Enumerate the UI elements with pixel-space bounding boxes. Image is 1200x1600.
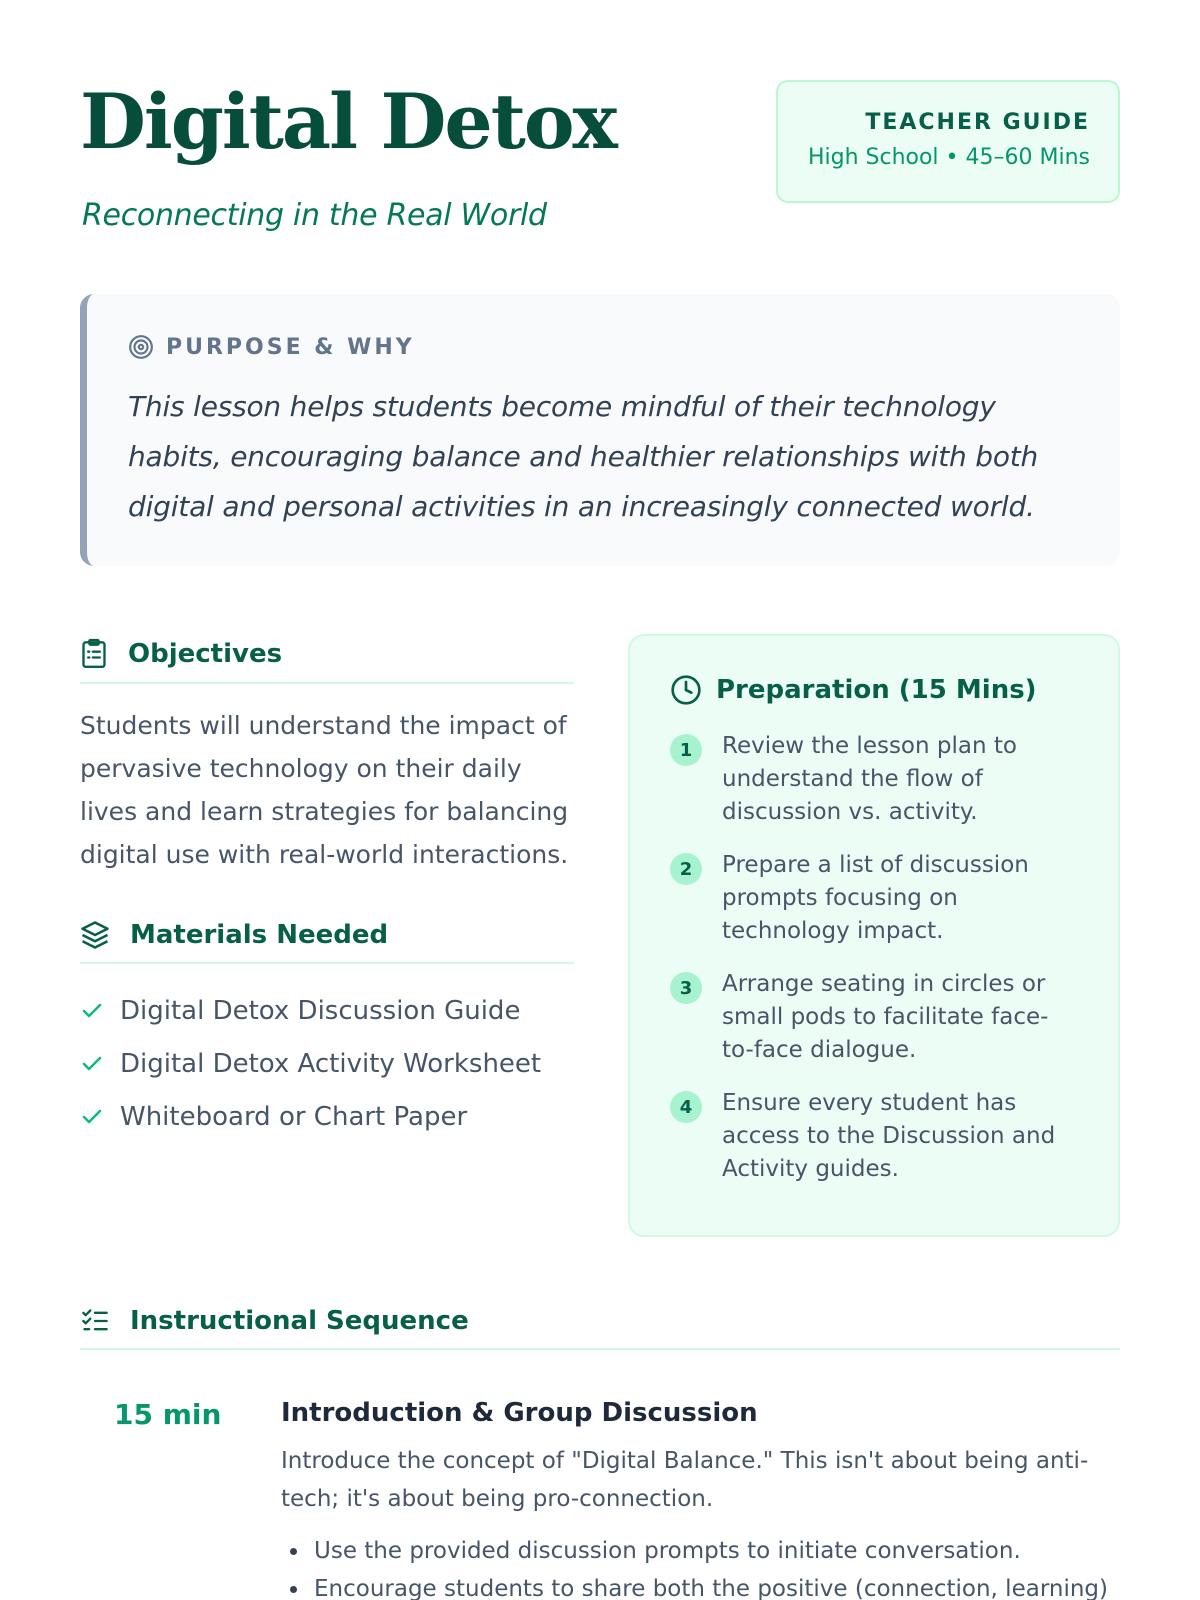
preparation-card	[628, 634, 1120, 1237]
list-item	[80, 1090, 574, 1143]
materials-heading-row	[80, 920, 574, 964]
badge-meta: High School • 45–60 Mins	[807, 145, 1090, 170]
purpose-text: This lesson helps students become mindful of their technology habits, encouraging balance and healthier relationships with both digital and personal activities in an increasingly connected world.	[128, 390, 1039, 523]
material-label: Digital Detox Activity Worksheet	[120, 1048, 542, 1079]
list-item	[670, 1087, 1078, 1186]
sequence-duration: 15 min	[114, 1398, 222, 1431]
sequence-bullets	[281, 1532, 1121, 1600]
check-icon	[80, 999, 104, 1023]
list-item	[80, 984, 574, 1037]
list-item	[670, 849, 1078, 948]
page-subtitle: Reconnecting in the Real World	[82, 198, 547, 233]
check-icon	[80, 1105, 104, 1129]
sequence-body	[281, 1398, 1121, 1600]
layers-icon	[80, 920, 110, 950]
materials-list	[80, 984, 574, 1143]
material-label: Whiteboard or Chart Paper	[120, 1101, 468, 1132]
material-label: Digital Detox Discussion Guide	[120, 995, 521, 1026]
list-item	[670, 968, 1078, 1067]
sequence-heading: Instructional Sequence	[130, 1306, 469, 1336]
sequence-title: Introduction & Group Discussion	[281, 1398, 758, 1428]
purpose-callout	[80, 294, 1120, 566]
preparation-heading: Preparation (15 Mins)	[716, 675, 1037, 705]
list-item	[670, 730, 1078, 829]
page-title: Digital Detox	[80, 77, 616, 166]
step-text: Arrange seating in circles or small pods to facilitate face-to-face dialogue.	[722, 971, 1049, 1063]
check-icon	[80, 1052, 104, 1076]
list-item: Encourage students to share both the positive (connection, learning)	[281, 1570, 1121, 1600]
step-number: 4	[670, 1091, 702, 1123]
teacher-guide-badge	[776, 80, 1120, 203]
step-number: 1	[670, 734, 702, 766]
list-checks-icon	[80, 1307, 110, 1335]
clipboard-list-icon	[80, 638, 108, 670]
step-number: 2	[670, 853, 702, 885]
objectives-heading: Objectives	[128, 639, 283, 669]
step-number: 3	[670, 972, 702, 1004]
step-text: Prepare a list of discussion prompts focusing on technology impact.	[722, 852, 1029, 944]
sequence-description: Introduce the concept of "Digital Balance." This isn't about being anti-tech; it's about being pro-connection.	[281, 1448, 1089, 1512]
purpose-heading: PURPOSE & WHY	[166, 334, 415, 360]
objectives-section	[80, 638, 574, 876]
instructional-sequence-section	[80, 1306, 1120, 1350]
preparation-heading-row	[670, 674, 1078, 706]
materials-section	[80, 920, 574, 1143]
objectives-text: Students will understand the impact of pervasive technology on their daily lives and learn strategies for balancing digital use with real-world interactions.	[80, 711, 569, 869]
materials-heading: Materials Needed	[130, 920, 389, 950]
sequence-heading-row	[80, 1306, 1120, 1350]
list-item	[80, 1037, 574, 1090]
list-item: Use the provided discussion prompts to initiate conversation.	[281, 1532, 1121, 1570]
objectives-heading-row	[80, 638, 574, 684]
step-text: Ensure every student has access to the Discussion and Activity guides.	[722, 1090, 1056, 1182]
clock-icon	[670, 674, 702, 706]
target-icon	[128, 334, 154, 360]
purpose-heading-row	[128, 334, 1080, 360]
badge-label: TEACHER GUIDE	[865, 110, 1090, 135]
preparation-steps	[670, 730, 1078, 1186]
step-text: Review the lesson plan to understand the flow of discussion vs. activity.	[722, 733, 1017, 825]
